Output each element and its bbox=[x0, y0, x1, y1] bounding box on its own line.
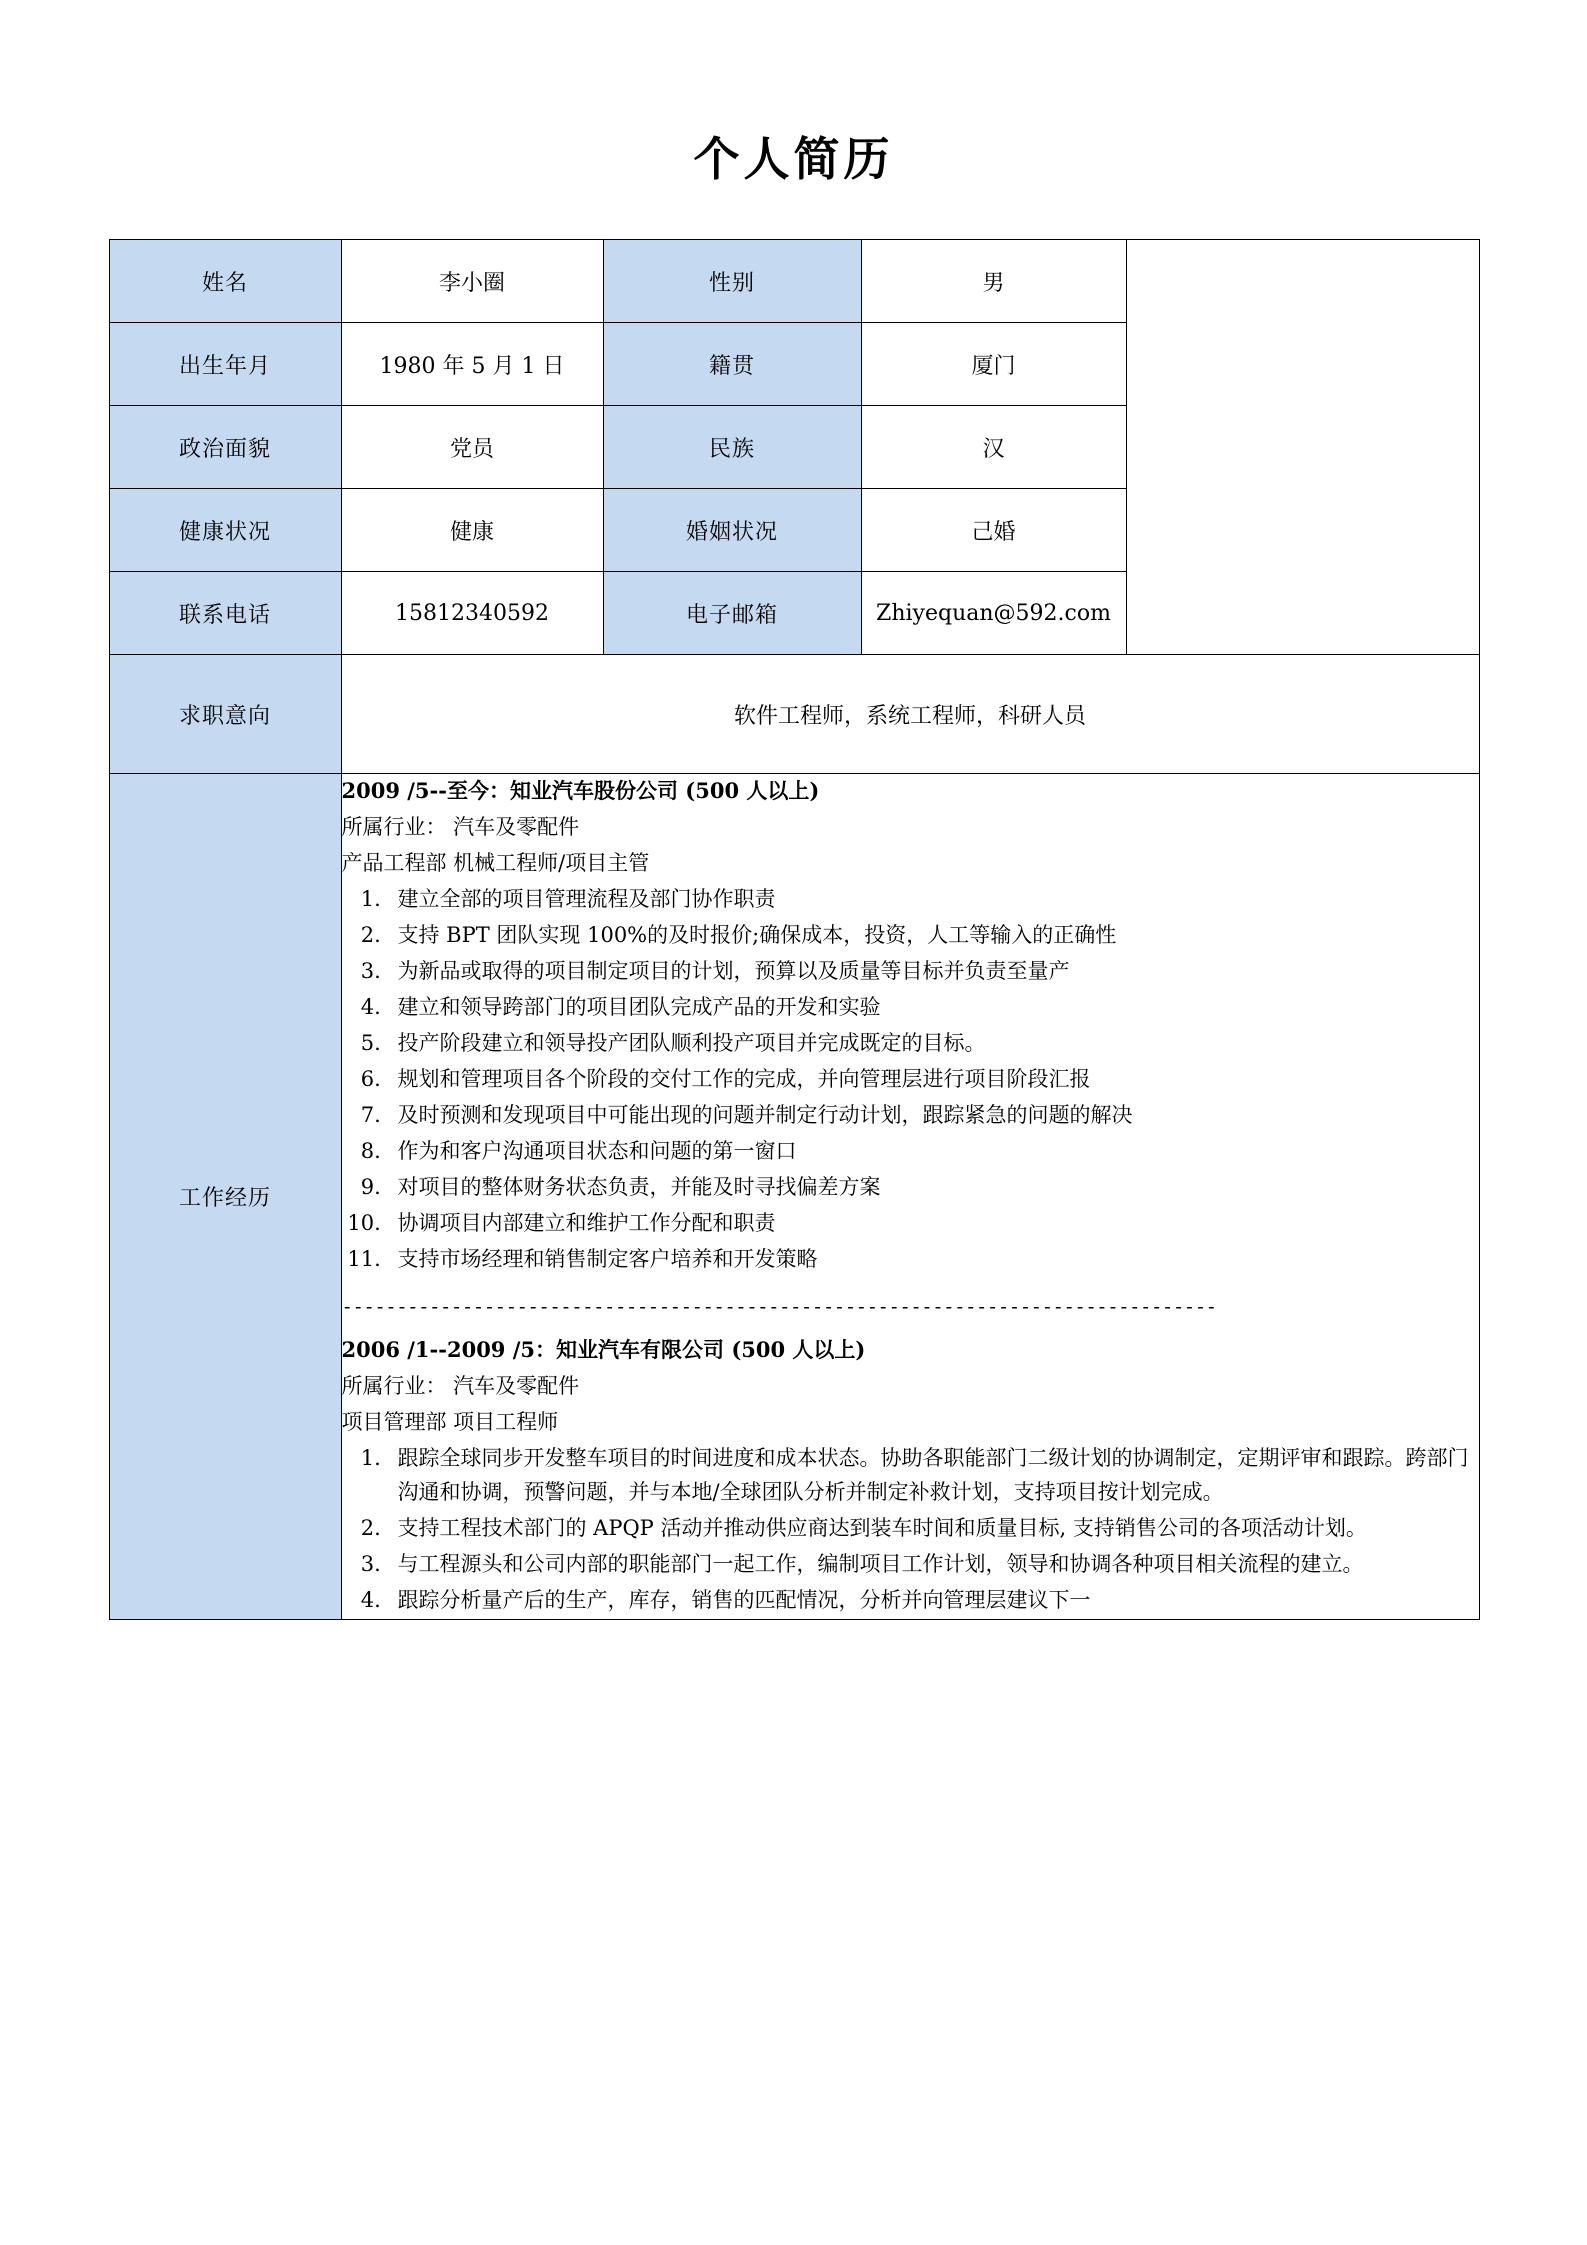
job-1-position: 产品工程部 机械工程师/项目主管 bbox=[341, 851, 650, 876]
job-1-period-company: 2009 /5--至今：知业汽车股份公司 (500 人以上) bbox=[341, 778, 820, 804]
list-item: 9. 对项目的整体财务状态负责，并能及时寻找偏差方案 bbox=[388, 1170, 1479, 1204]
resume-table-container bbox=[109, 187, 1479, 1620]
field-label-health: 健康状况 bbox=[109, 489, 341, 572]
field-value-objective: 软件工程师，系统工程师，科研人员 bbox=[341, 655, 1479, 774]
field-label-gender: 性别 bbox=[603, 240, 861, 323]
resume-table bbox=[109, 239, 1480, 1620]
job-block-2 bbox=[342, 1333, 1479, 1617]
job-2-position: 项目管理部 项目工程师 bbox=[341, 1410, 559, 1435]
field-value-name: 李小圈 bbox=[341, 240, 603, 323]
table-row-name bbox=[109, 240, 1479, 323]
table-row-objective bbox=[109, 655, 1479, 774]
field-label-objective: 求职意向 bbox=[109, 655, 341, 774]
list-item: 11. 支持市场经理和销售制定客户培养和开发策略 bbox=[388, 1242, 1479, 1276]
field-value-gender: 男 bbox=[861, 240, 1126, 323]
field-value-political-status: 党员 bbox=[341, 406, 603, 489]
list-item: 2. 支持 BPT 团队实现 100%的及时报价;确保成本，投资，人工等输入的正确性 bbox=[388, 918, 1479, 952]
table-row-work-experience bbox=[109, 774, 1479, 1620]
photo-placeholder-cell bbox=[1126, 240, 1479, 655]
job-2-period-company: 2006 /1--2009 /5：知业汽车有限公司 (500 人以上) bbox=[341, 1337, 866, 1363]
field-label-name: 姓名 bbox=[109, 240, 341, 323]
field-label-political-status: 政治面貌 bbox=[109, 406, 341, 489]
field-value-marital-status: 己婚 bbox=[861, 489, 1126, 572]
field-label-hometown: 籍贯 bbox=[603, 323, 861, 406]
field-value-hometown: 厦门 bbox=[861, 323, 1126, 406]
list-item: 4. 建立和领导跨部门的项目团队完成产品的开发和实验 bbox=[388, 990, 1479, 1024]
work-experience-content bbox=[341, 774, 1479, 1620]
list-item: 3. 与工程源头和公司内部的职能部门一起工作，编制项目工作计划，领导和协调各种项目相关流程的建立。 bbox=[388, 1547, 1479, 1581]
field-label-marital-status: 婚姻状况 bbox=[603, 489, 861, 572]
job-1-industry: 所属行业： 汽车及零配件 bbox=[341, 815, 580, 840]
list-item: 4. 跟踪分析量产后的生产，库存，销售的匹配情况，分析并向管理层建议下一 bbox=[388, 1583, 1479, 1617]
field-value-health: 健康 bbox=[341, 489, 603, 572]
list-item: 1. 建立全部的项目管理流程及部门协作职责 bbox=[388, 882, 1479, 916]
list-item: 5. 投产阶段建立和领导投产团队顺利投产项目并完成既定的目标。 bbox=[388, 1026, 1479, 1060]
field-value-email: Zhiyequan@592.com bbox=[861, 572, 1126, 655]
job-1-duty-list bbox=[342, 882, 1479, 1276]
job-2-duty-list bbox=[342, 1441, 1479, 1617]
field-value-phone: 15812340592 bbox=[341, 572, 603, 655]
job-block-1 bbox=[342, 774, 1479, 1276]
list-item: 2. 支持工程技术部门的 APQP 活动并推动供应商达到装车时间和质量目标, 支持销售公司的各项活动计划。 bbox=[388, 1511, 1479, 1545]
field-label-work-experience: 工作经历 bbox=[109, 774, 341, 1620]
page-title: 个人简历 bbox=[693, 132, 894, 186]
list-item: 3. 为新品或取得的项目制定项目的计划，预算以及质量等目标并负责至量产 bbox=[388, 954, 1479, 988]
field-value-ethnicity: 汉 bbox=[861, 406, 1126, 489]
list-item: 1. 跟踪全球同步开发整车项目的时间进度和成本状态。协助各职能部门二级计划的协调制定，定期评审和跟踪。跨部门沟通和协调，预警问题，并与本地/全球团队分析并制定补救计划，支持项目按计划完成。 bbox=[388, 1441, 1479, 1509]
list-item: 8. 作为和客户沟通项目状态和问题的第一窗口 bbox=[388, 1134, 1479, 1168]
field-label-ethnicity: 民族 bbox=[603, 406, 861, 489]
field-label-email: 电子邮箱 bbox=[603, 572, 861, 655]
field-label-phone: 联系电话 bbox=[109, 572, 341, 655]
list-item: 7. 及时预测和发现项目中可能出现的问题并制定行动计划，跟踪紧急的问题的解决 bbox=[388, 1098, 1479, 1132]
section-separator: -------------------------------------------------------------------------------- bbox=[341, 1296, 1217, 1319]
field-value-birthdate: 1980 年 5 月 1 日 bbox=[341, 323, 603, 406]
list-item: 10. 协调项目内部建立和维护工作分配和职责 bbox=[388, 1206, 1479, 1240]
list-item: 6. 规划和管理项目各个阶段的交付工作的完成，并向管理层进行项目阶段汇报 bbox=[388, 1062, 1479, 1096]
field-label-birthdate: 出生年月 bbox=[109, 323, 341, 406]
job-2-industry: 所属行业： 汽车及零配件 bbox=[341, 1374, 580, 1399]
